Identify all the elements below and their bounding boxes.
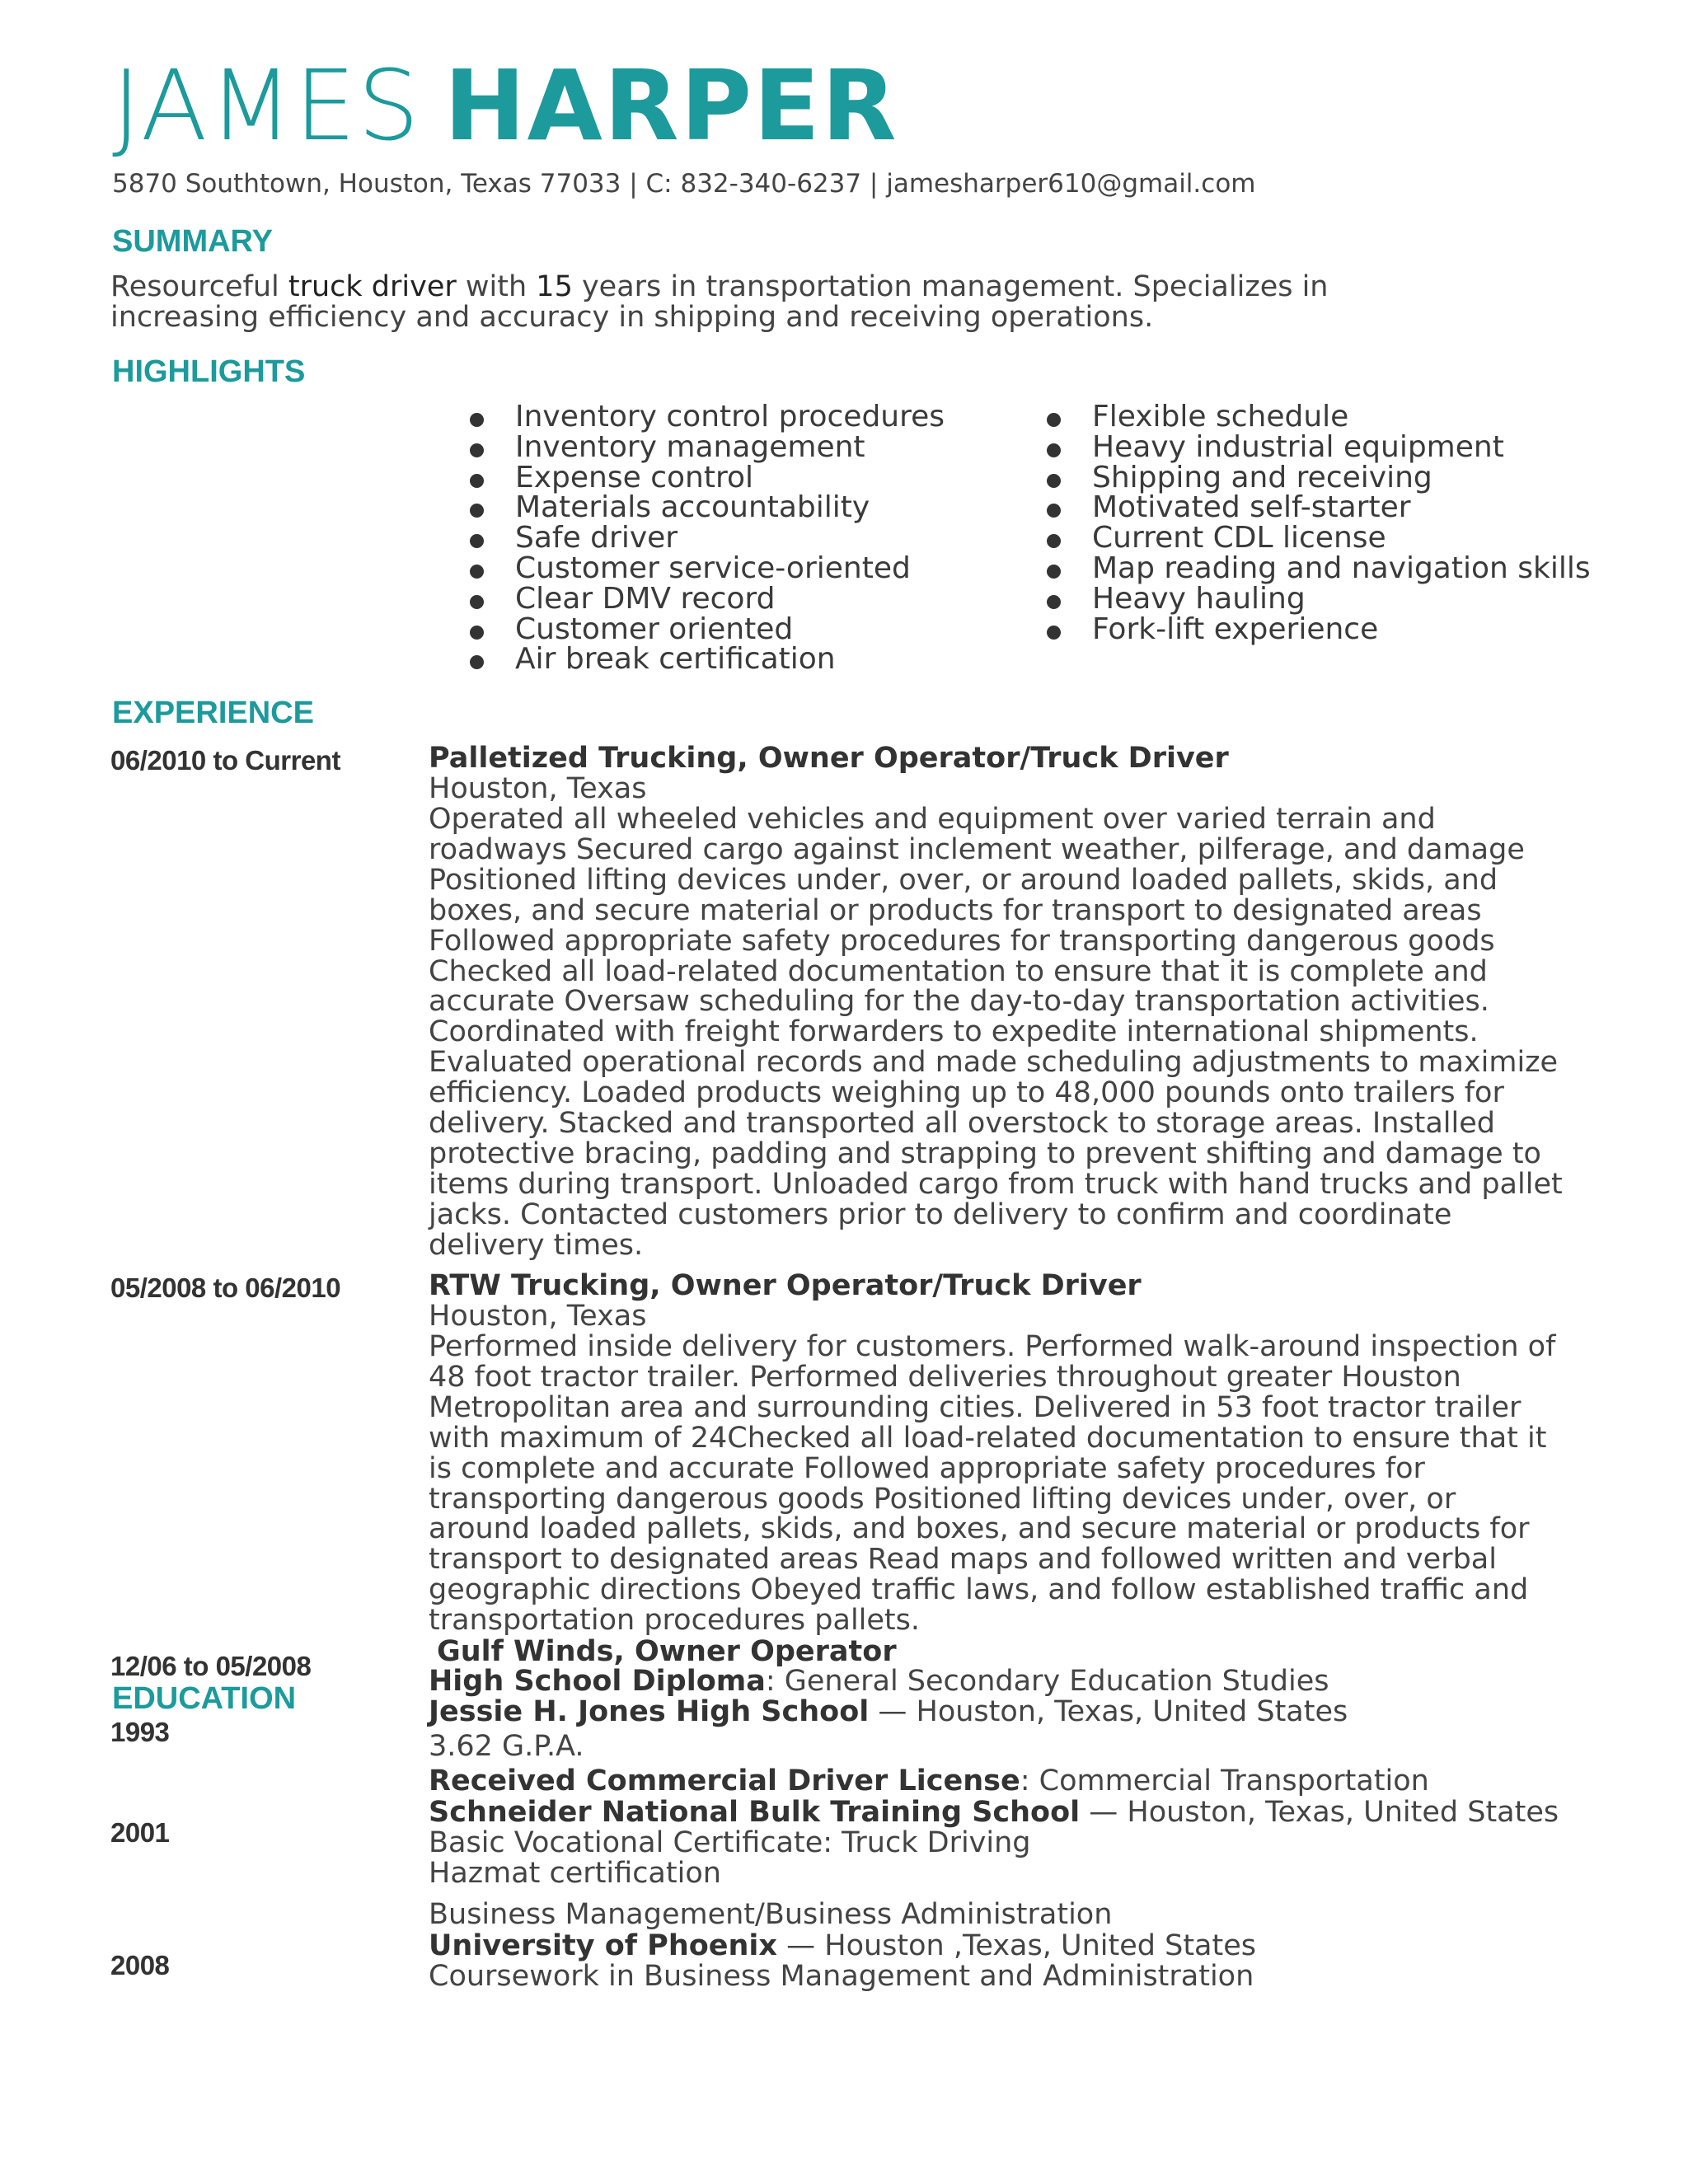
highlights-heading: HIGHLIGHTS — [112, 354, 306, 389]
education-school: Schneider National Bulk Training School — Houston, Texas, United States — [429, 1796, 1559, 1829]
experience-heading: EXPERIENCE — [112, 696, 314, 730]
last-name: HARPER — [443, 49, 898, 162]
list-item: Inventory control procedures — [470, 402, 945, 433]
list-item: Fork-lift experience — [1047, 615, 1591, 645]
job-entry — [429, 743, 1566, 1261]
job-entry — [429, 1271, 1566, 1636]
list-item: Map reading and navigation skills — [1047, 554, 1591, 584]
education-school: Jessie H. Jones High School — Houston, Texas, United States — [429, 1695, 1348, 1728]
bullet-icon — [470, 443, 484, 457]
education-note: Hazmat certification — [429, 1857, 721, 1890]
highlights-right-list — [1047, 402, 1591, 644]
list-item: Shipping and receiving — [1047, 463, 1591, 494]
job-title: RTW Trucking, Owner Operator/Truck Driver — [429, 1269, 1142, 1302]
list-item: Flexible schedule — [1047, 402, 1591, 433]
job-dates: 12/06 to 05/2008 — [110, 1651, 312, 1681]
bullet-icon — [470, 474, 484, 488]
bullet-icon — [1047, 595, 1061, 609]
education-note: Coursework in Business Management and Administration — [429, 1960, 1254, 1993]
bullet-icon — [1047, 413, 1061, 427]
job-dates: 06/2010 to Current — [110, 745, 340, 776]
education-degree: Received Commercial Driver License: Commercial Transportation — [429, 1765, 1429, 1797]
list-item: Materials accountability — [470, 493, 945, 523]
list-item: Customer service-oriented — [470, 554, 945, 584]
candidate-name — [112, 48, 898, 163]
list-item: Heavy industrial equipment — [1047, 433, 1591, 463]
bullet-icon — [1047, 534, 1061, 548]
bullet-icon — [1047, 565, 1061, 579]
job-description: Performed inside delivery for customers. Performed walk-around inspection of 48 foot tractor trailer. Performed deliveries throughout greater Houston Metropolitan area and surrounding cities. Delivered in 53 foot tractor trailer with maximum of 24Checked all load-related documentation to ensure that it is complete and accurate Followed appropriate safety procedures for transporting dangerous goods Positioned lifting devices under, over, or around loaded pallets, skids, and boxes, and secure material or products for transport to designated areas Read maps and followed written and verbal geographic directions Obeyed traffic laws, and follow established traffic and transportation procedures pallets. — [429, 1330, 1556, 1638]
bullet-icon — [470, 595, 484, 609]
list-item: Expense control — [470, 463, 945, 494]
education-year: 2001 — [110, 1817, 170, 1848]
contact-info: 5870 Southtown, Houston, Texas 77033 | C: 832-340-6237 | jamesharper610@gmail.com — [112, 169, 1256, 199]
highlights-left-list — [470, 402, 945, 675]
list-item: Air break certification — [470, 644, 945, 675]
bullet-icon — [470, 504, 484, 518]
job-title: Gulf Winds, Owner Operator — [437, 1635, 897, 1668]
job-dates: 05/2008 to 06/2010 — [110, 1272, 341, 1303]
education-year: 2008 — [110, 1950, 170, 1980]
job-description: Operated all wheeled vehicles and equipment over varied terrain and roadways Secured cargo against inclement weather, pilferage, and damage Positioned lifting devices under, over, or around loaded pallets, skids, and boxes, and secure material or products for transport to designated areas Followed appropriate safety procedures for transporting dangerous goods Checked all load-related documentation to ensure that it is complete and accurate Oversaw scheduling for the day-to-day transportation activities. Coordinated with freight forwarders to expedite international shipments. Evaluated operational records and made scheduling adjustments to maximize efficiency. Loaded products weighing up to 48,000 pounds onto trailers for delivery. Stacked and transported all overstock to storage areas. Installed protective bracing, padding and strapping to prevent shifting and damage to items during transport. Unloaded cargo from truck with hand trucks and pallet jacks. Contacted customers prior to delivery to confirm and coordinate delivery times. — [429, 803, 1563, 1262]
summary-heading: SUMMARY — [112, 224, 273, 259]
education-year: 1993 — [110, 1717, 170, 1747]
education-degree: High School Diploma: General Secondary Education Studies — [429, 1665, 1329, 1698]
bullet-icon — [1047, 474, 1061, 488]
job-entry — [437, 1637, 1574, 1667]
education-gpa: 3.62 G.P.A. — [429, 1730, 584, 1763]
bullet-icon — [470, 655, 484, 669]
education-heading: EDUCATION — [112, 1681, 297, 1716]
list-item: Customer oriented — [470, 615, 945, 645]
job-location: Houston, Texas — [429, 772, 647, 805]
bullet-icon — [1047, 626, 1061, 640]
education-degree: Business Management/Business Administration — [429, 1898, 1113, 1931]
bullet-icon — [1047, 504, 1061, 518]
list-item: Clear DMV record — [470, 584, 945, 615]
job-title: Palletized Trucking, Owner Operator/Truck Driver — [429, 742, 1229, 775]
bullet-icon — [470, 534, 484, 548]
list-item: Heavy hauling — [1047, 584, 1591, 615]
education-note: Basic Vocational Certificate: Truck Driving — [429, 1826, 1031, 1859]
bullet-icon — [470, 626, 484, 640]
bullet-icon — [470, 413, 484, 427]
job-location: Houston, Texas — [429, 1300, 647, 1333]
list-item: Inventory management — [470, 433, 945, 463]
education-school: University of Phoenix — Houston ,Texas, United States — [429, 1929, 1256, 1962]
list-item: Motivated self-starter — [1047, 493, 1591, 523]
summary-text: Resourceful truck driver with 15 years in transportation management. Specializes in increasing efficiency and accuracy in shipping and receiving operations. — [110, 270, 1329, 334]
bullet-icon — [1047, 443, 1061, 457]
first-name: JAMES — [112, 49, 421, 162]
list-item: Current CDL license — [1047, 523, 1591, 554]
bullet-icon — [470, 565, 484, 579]
list-item: Safe driver — [470, 523, 945, 554]
